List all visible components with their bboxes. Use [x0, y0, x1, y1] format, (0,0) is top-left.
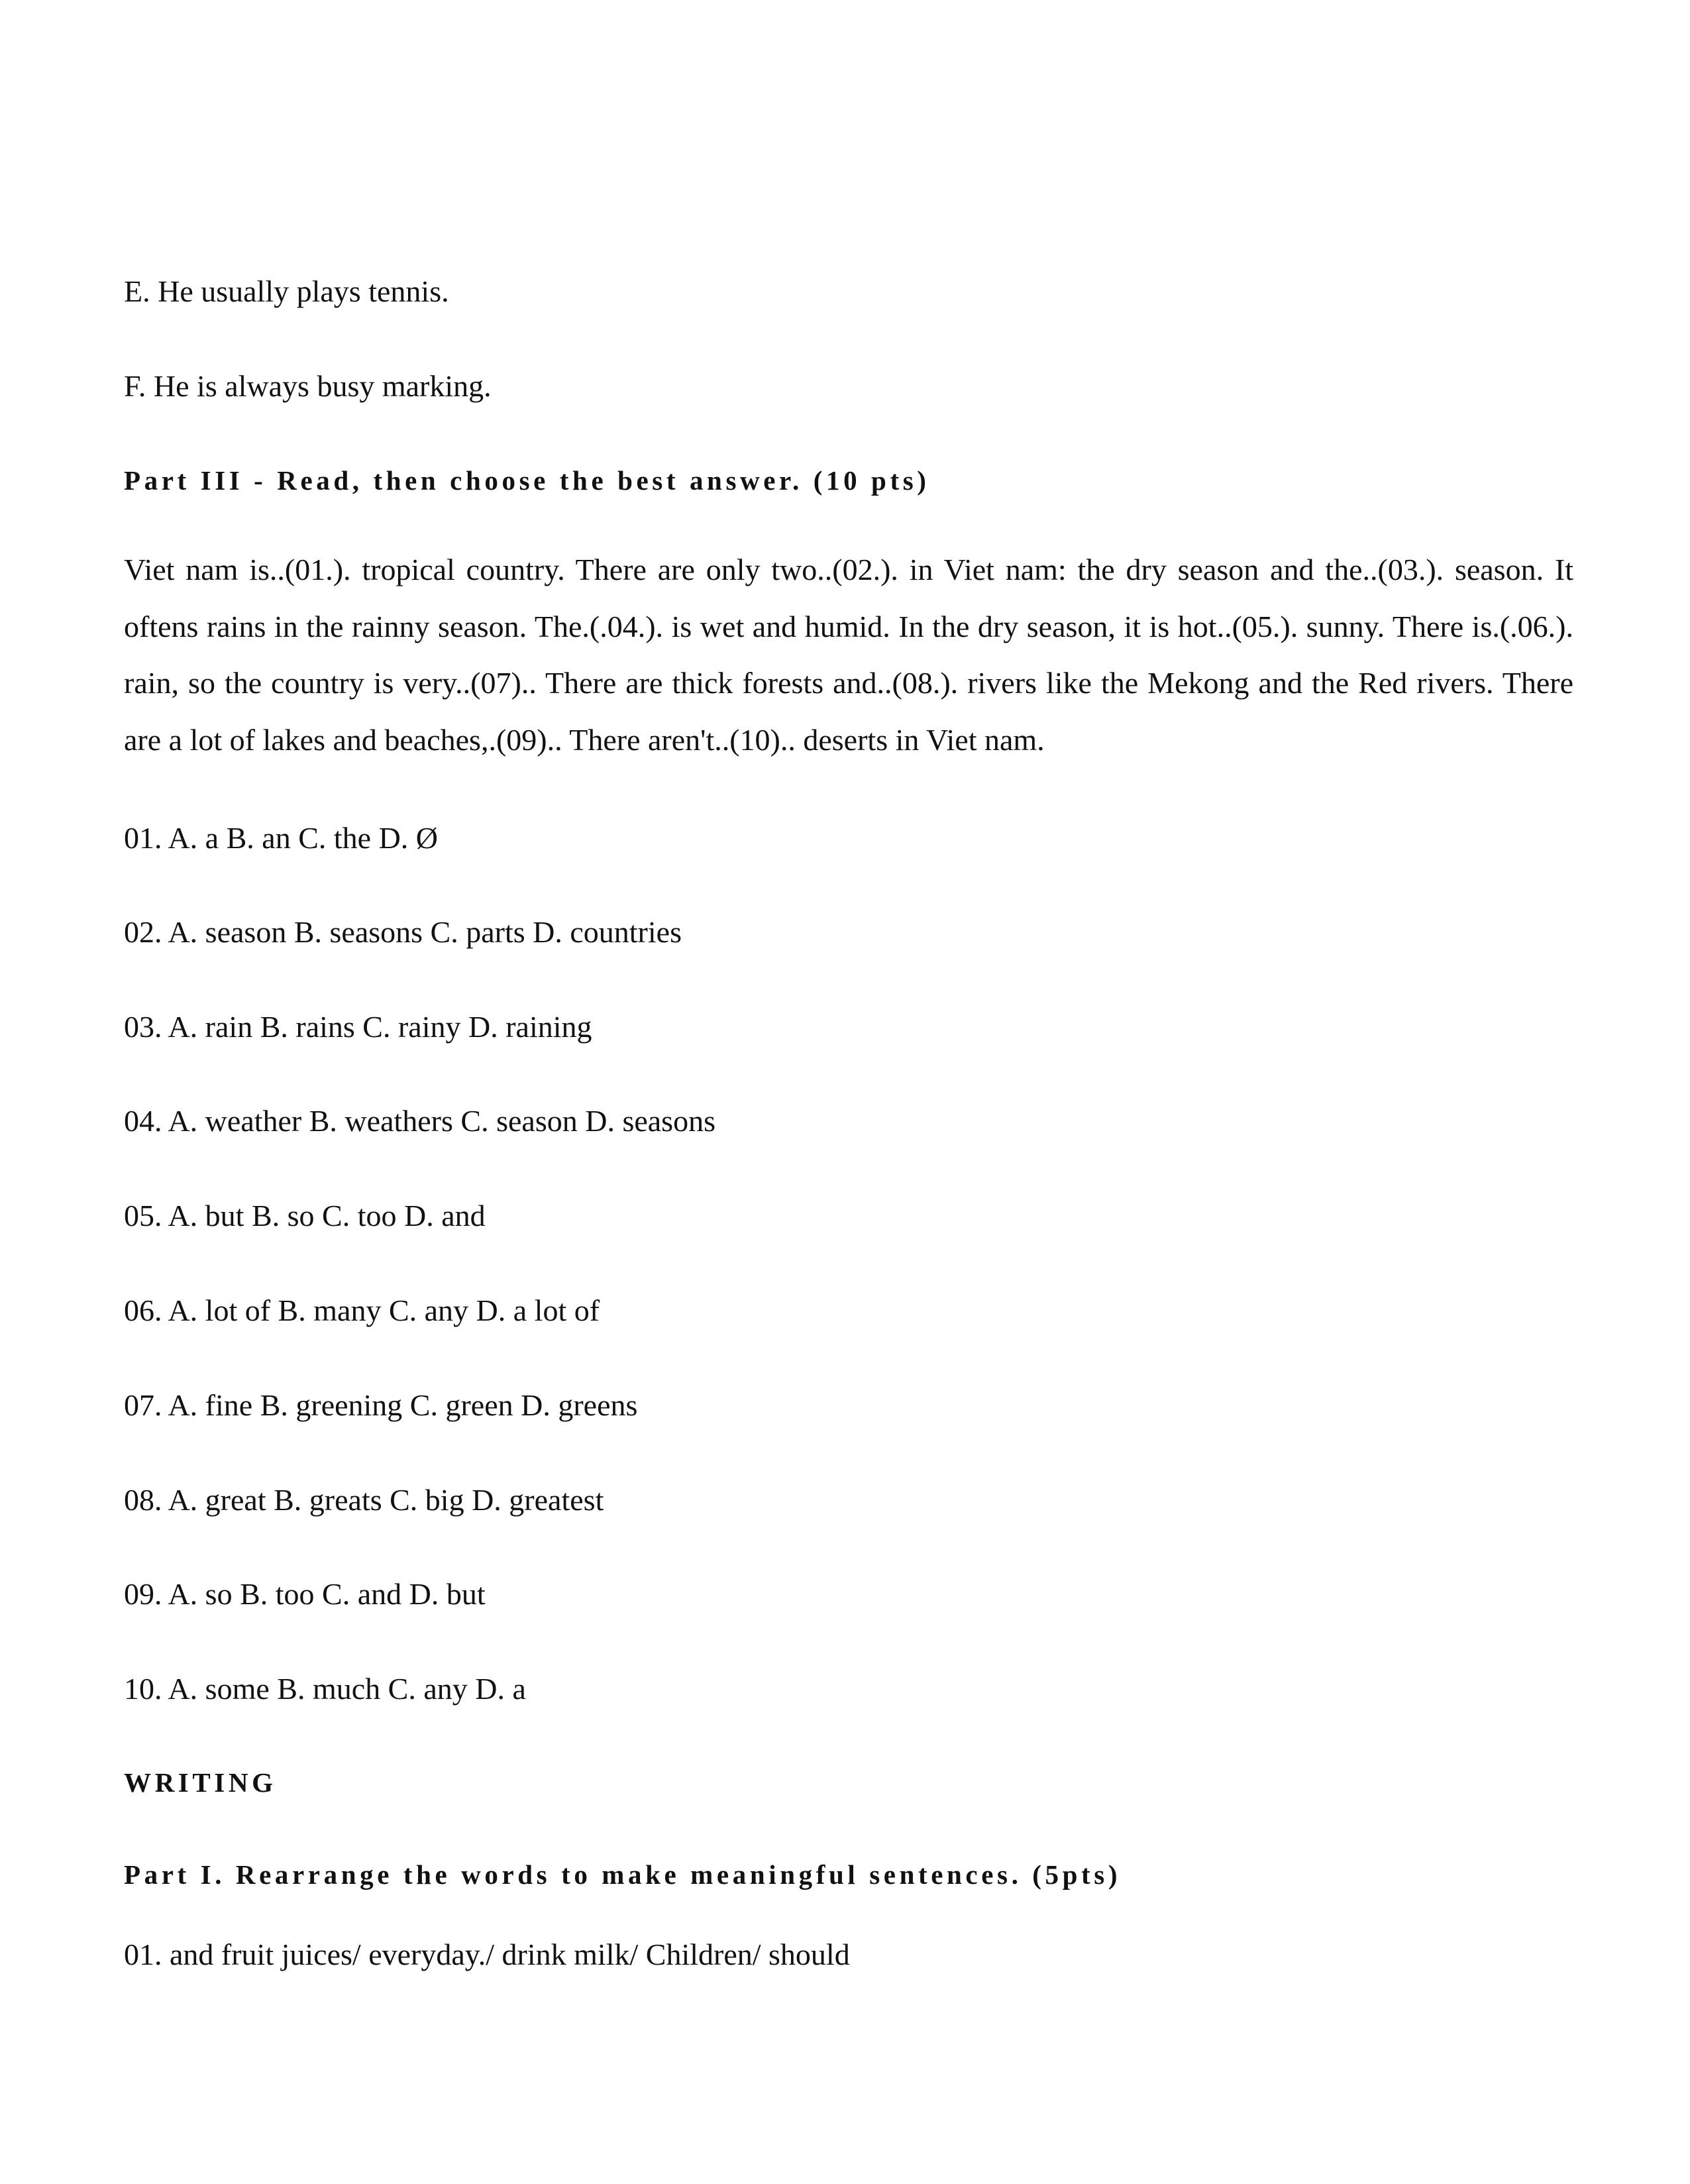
- question-item: 07. A. fine B. greening C. green D. greens: [124, 1388, 638, 1422]
- option-f: F. He is always busy marking.: [124, 369, 492, 403]
- question-item: 06. A. lot of B. many C. any D. a lot of: [124, 1293, 600, 1327]
- question-item: 09. A. so B. too C. and D. but: [124, 1577, 486, 1611]
- writing-heading: WRITING: [124, 1767, 277, 1798]
- question-item: 03. A. rain B. rains C. rainy D. raining: [124, 1010, 592, 1044]
- question-item: 05. A. but B. so C. too D. and: [124, 1199, 486, 1232]
- question-item: 04. A. weather B. weathers C. season D. seasons: [124, 1104, 715, 1138]
- question-item: 01. A. a B. an C. the D. Ø: [124, 821, 439, 855]
- option-e: E. He usually plays tennis.: [124, 274, 449, 308]
- part-3-heading: Part III - Read, then choose the best answer. (10 pts): [124, 465, 930, 496]
- writing-item: 01. and fruit juices/ everyday./ drink milk/ Children/ should: [124, 1938, 850, 1971]
- question-item: 08. A. great B. greats C. big D. greatest: [124, 1483, 604, 1517]
- reading-passage: Viet nam is..(01.). tropical country. There are only two..(02.). in Viet nam: the dry season and the..(03.). season. It oftens rains in the rainny season. The.(.04.). is wet and humid. In the dry season, it is hot..(05.). sunny. There is.(.06.). rain, so the country is very..(07).. There are thick forests and..(08.). rivers like the Mekong and the Red rivers. There are a lot of lakes and beaches,.(09).. There aren't..(10).. deserts in Viet nam.: [124, 553, 1573, 757]
- question-item: 10. A. some B. much C. any D. a: [124, 1672, 526, 1706]
- question-item: 02. A. season B. seasons C. parts D. countries: [124, 915, 682, 949]
- writing-part-1-heading: Part I. Rearrange the words to make meaningful sentences. (5pts): [124, 1859, 1122, 1890]
